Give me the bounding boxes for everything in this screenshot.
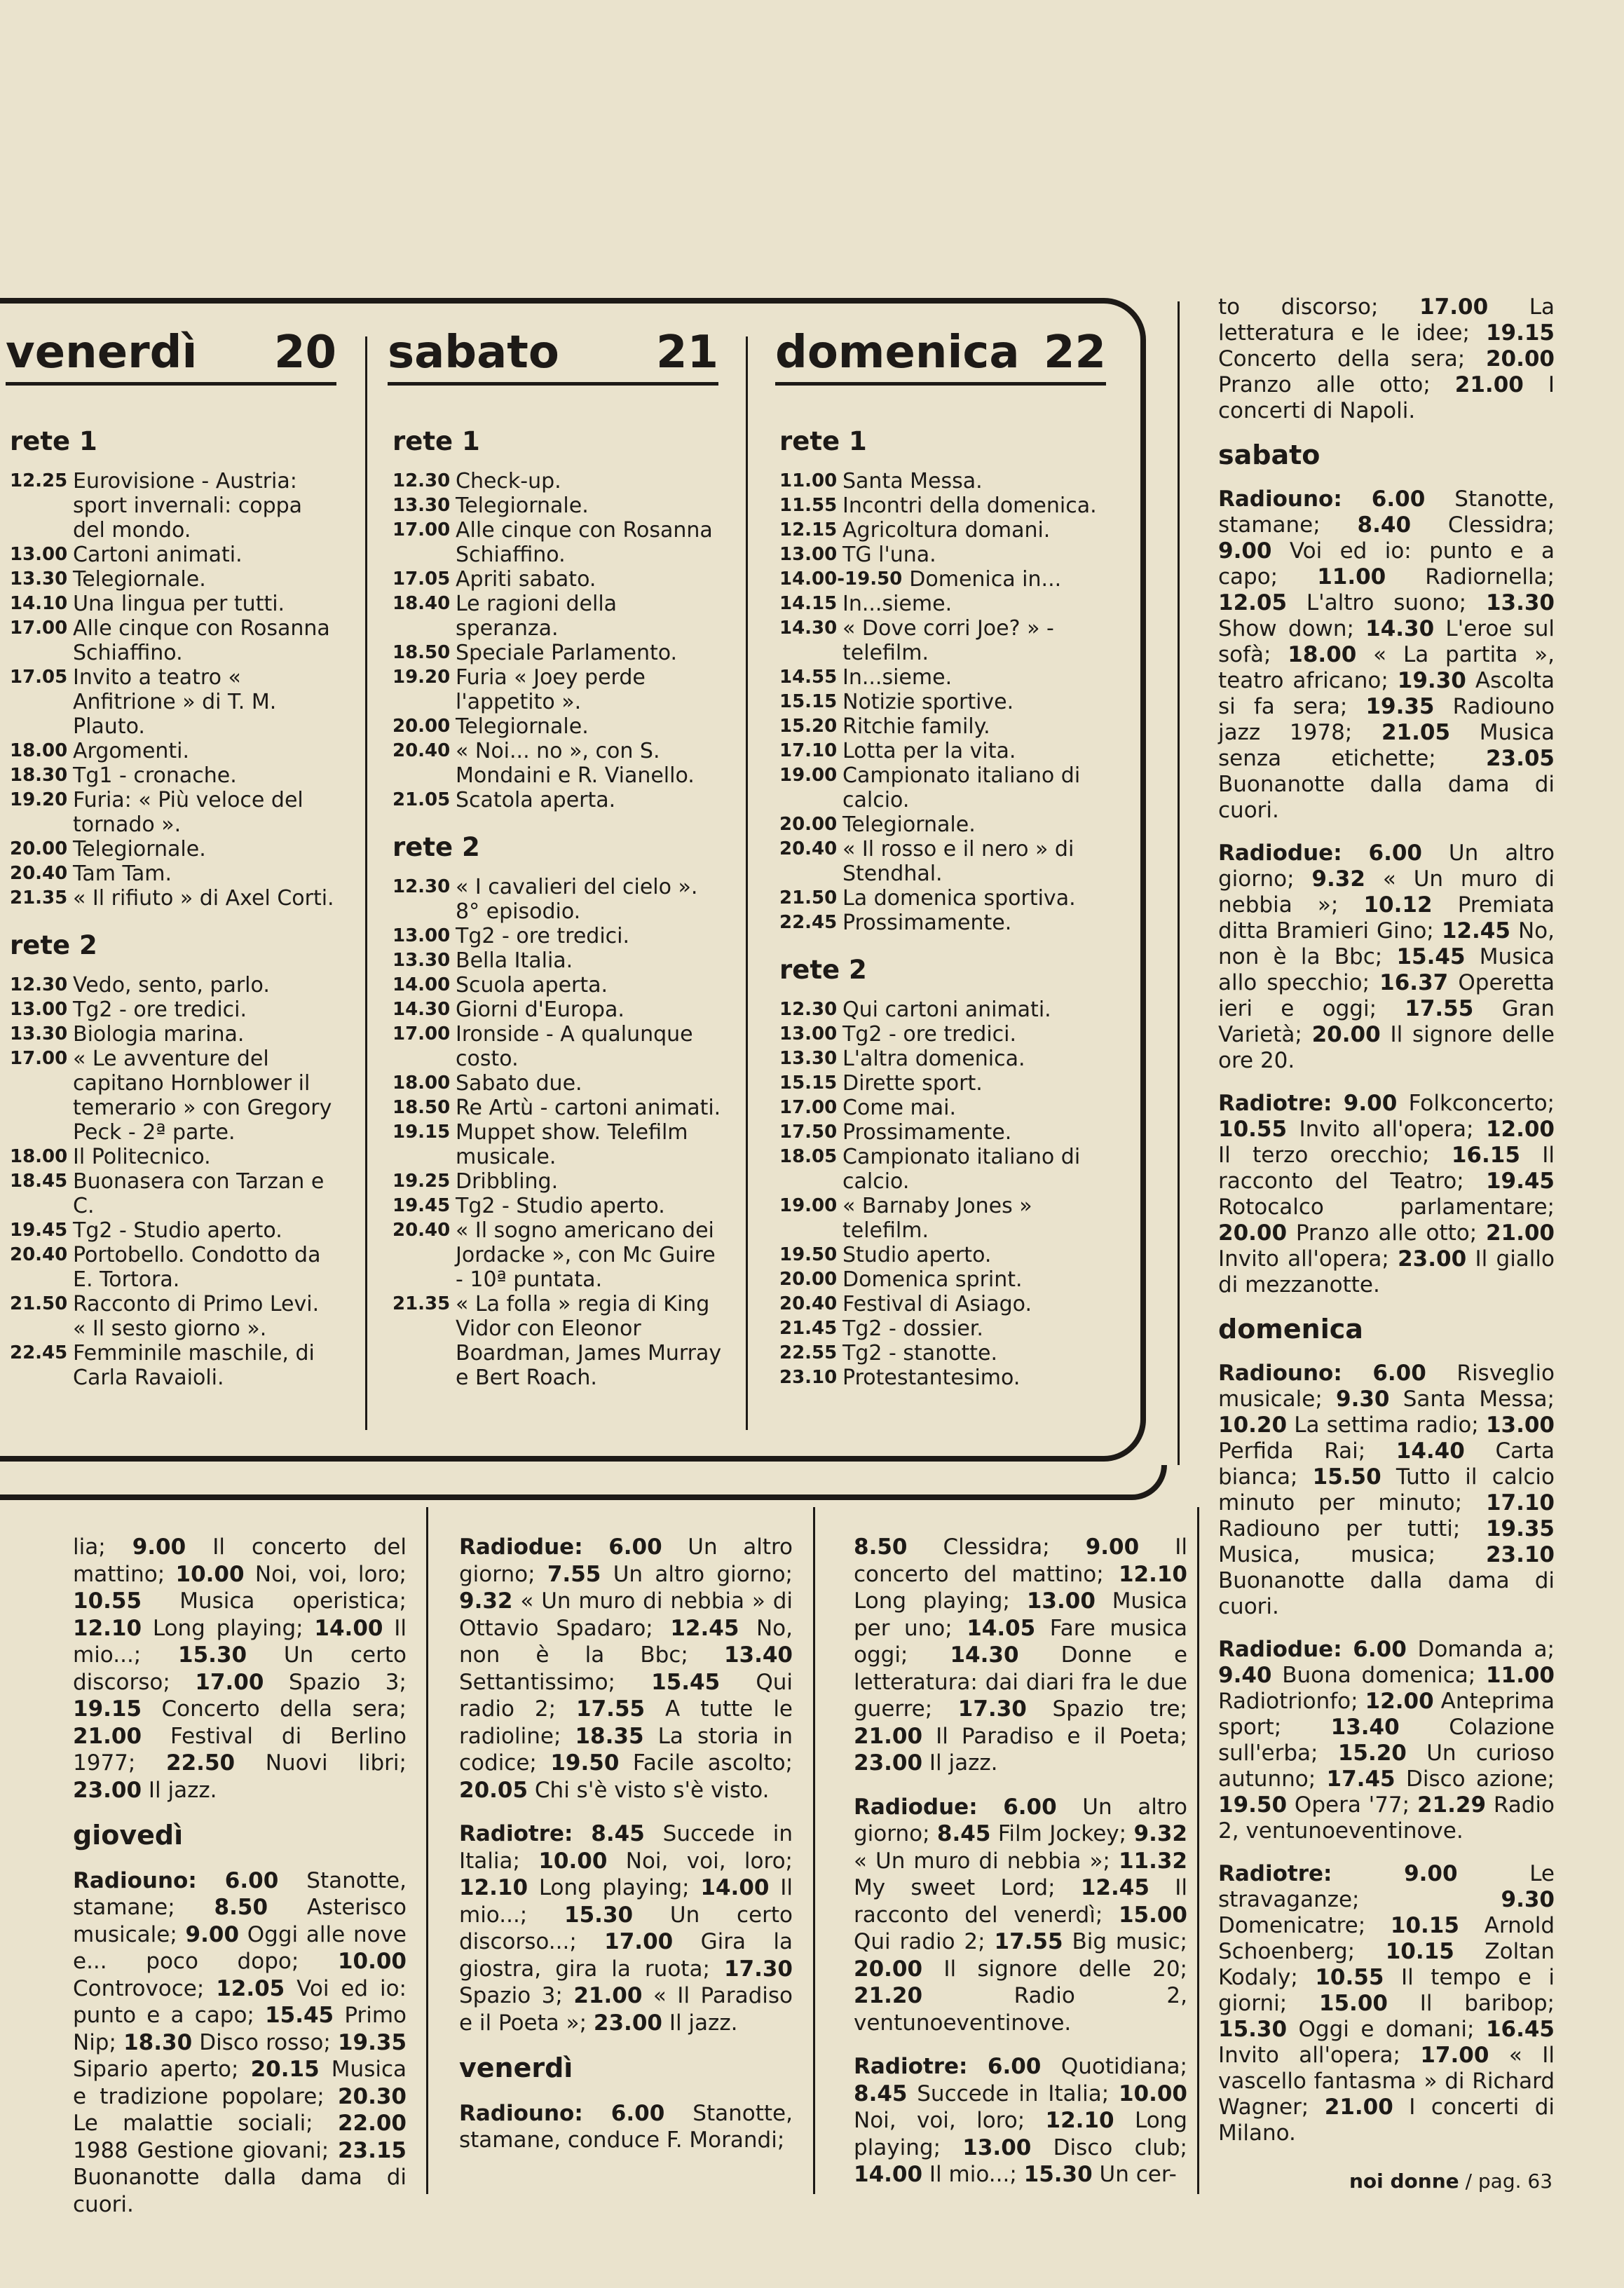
programme-time: 18.40	[393, 593, 451, 614]
programme-row	[779, 714, 1114, 739]
programme-time: 18.00	[393, 1072, 451, 1094]
programme-row	[10, 886, 338, 911]
programme-row	[779, 1243, 1114, 1267]
programme-row	[779, 1096, 1114, 1120]
programme-time: 13.00	[10, 544, 68, 565]
day-number: 20	[273, 327, 336, 379]
programme-title: Sabato due.	[456, 1071, 582, 1096]
programme-time: 19.15	[393, 1122, 451, 1143]
column-rule	[1197, 1507, 1199, 2194]
programme-title: Domenica sprint.	[842, 1267, 1023, 1292]
radio-day-heading: domenica	[1218, 1314, 1363, 1344]
radio-paragraph	[1218, 1361, 1555, 1620]
column-divider	[365, 336, 367, 1430]
day-number: 21	[655, 327, 718, 379]
programme-title: Vedo, sento, parlo.	[73, 973, 270, 997]
programme-title: Ironside - A qualunque costo.	[456, 1022, 693, 1071]
programme-time: 20.40	[10, 1244, 68, 1265]
programme-title: Il Politecnico.	[73, 1145, 211, 1169]
programme-row	[779, 739, 1114, 763]
radio-text: Radiouno: 6.00 Stanotte, stamane, conduce F. Morandi;	[459, 2100, 793, 2153]
programme-time: 19.20	[10, 789, 68, 810]
programme-title: Protestantesimo.	[842, 1366, 1021, 1390]
programme-row	[779, 911, 1114, 935]
radio-day-heading: sabato	[1218, 440, 1321, 470]
programme-row	[393, 924, 722, 948]
radio-column-3	[854, 1534, 1187, 2205]
radio-paragraph	[1218, 1637, 1555, 1844]
programme-title: Speciale Parlamento.	[456, 641, 678, 665]
programme-row	[393, 739, 722, 788]
radio-text: Radiouno: 6.00 Risveglio musicale; 9.30 Santa Messa; 10.20 La settima radio; 13.00 Perfida Rai; 14.40 Carta bianca; 15.50 Tutto il calcio minuto per minuto; 17.10 Radiouno per tutti; 19.35 Musica, musica; 23.10 Buonanotte dalla dama di cuori.	[1218, 1361, 1555, 1619]
programme-row	[779, 493, 1114, 518]
radio-paragraph	[854, 1794, 1187, 2037]
programme-time: 13.30	[779, 1048, 838, 1069]
programme-time: 21.05	[393, 789, 451, 810]
programme-row	[779, 1267, 1114, 1292]
programme-row	[10, 1218, 338, 1243]
programme-row	[393, 592, 722, 641]
programme-title: Le ragioni della speranza.	[456, 592, 617, 641]
radio-paragraph	[73, 1867, 407, 2219]
programme-row	[779, 1120, 1114, 1145]
programme-row	[393, 1096, 722, 1120]
programme-time: 20.00	[779, 1269, 838, 1290]
programme-row	[779, 616, 1114, 665]
radio-paragraph	[1218, 486, 1555, 824]
radio-column-4	[1218, 294, 1555, 2163]
programme-row	[779, 1316, 1114, 1341]
programme-title: Una lingua per tutti.	[73, 592, 285, 616]
programme-time: 13.30	[393, 495, 451, 516]
programme-row	[393, 641, 722, 665]
programme-title: Re Artù - cartoni animati.	[456, 1096, 721, 1120]
programme-time: 17.10	[779, 740, 838, 761]
programme-row	[393, 1292, 722, 1390]
programme-time: 21.35	[393, 1293, 451, 1314]
programme-title: Tg2 - stanotte.	[842, 1341, 998, 1366]
programme-row	[393, 1071, 722, 1096]
radio-text: Radiotre: 9.00 Folkconcerto; 10.55 Invito all'opera; 12.00 Il terzo orecchio; 16.15 Il racconto del Teatro; 19.45 Rotocalco parlamentare; 20.00 Pranzo alle otto; 21.00 Invito all'opera; 23.00 Il giallo di mezzanotte.	[1218, 1091, 1555, 1298]
programme-time: 19.50	[779, 1244, 838, 1265]
programme-row	[10, 1047, 338, 1145]
programme-row	[393, 1022, 722, 1071]
programme-time: 20.40	[10, 863, 68, 884]
day-name: domenica	[775, 327, 1020, 379]
programme-time: 12.30	[393, 470, 451, 491]
programme-time: 17.50	[779, 1122, 838, 1143]
channel-heading: rete 1	[10, 426, 97, 456]
programme-time: 14.15	[779, 593, 838, 614]
programme-title: TG l'una.	[842, 543, 936, 567]
programme-title: « Il sogno americano dei Jordacke », con Mc Guire - 10ª puntata.	[456, 1218, 716, 1292]
programme-row	[393, 714, 722, 739]
programme-title: Qui cartoni animati.	[842, 997, 1051, 1022]
radio-column-1	[73, 1534, 407, 2235]
programme-title: Incontri della domenica.	[842, 493, 1097, 518]
channel-heading: rete 2	[779, 955, 867, 985]
programme-title: Scatola aperta.	[456, 788, 616, 812]
channel-heading: rete 2	[393, 832, 480, 862]
programme-title: Prossimamente.	[842, 911, 1012, 935]
programme-title: Come mai.	[842, 1096, 956, 1120]
radio-text: Radiotre: 8.45 Succede in Italia; 10.00 Noi, voi, loro; 12.10 Long playing; 14.00 Il mio...; 15.30 Un certo discorso...; 17.00 Gira la giostra, gira la ruota; 17.30 Spazio 3; 21.00 « Il Paradiso e il Poeta »; 23.00 Il jazz.	[459, 1821, 793, 2036]
programme-row	[393, 518, 722, 567]
programme-time: 12.30	[393, 876, 451, 897]
programme-row	[393, 493, 722, 518]
programme-title: « Il rifiuto » di Axel Corti.	[73, 886, 334, 911]
programme-time: 22.55	[779, 1342, 838, 1363]
programme-title: Telegiornale.	[73, 837, 206, 862]
radio-text: Radiouno: 6.00 Stanotte, stamane; 8.50 Asterisco musicale; 9.00 Oggi alle nove e... poco dopo; 10.00 Controvoce; 12.05 Voi ed io: punto e a capo; 15.45 Primo Nip; 18.30 Disco rosso; 19.35 Sipario aperto; 20.15 Musica e tradizione popolare; 20.30 Le malattie sociali; 22.00 1988 Gestione giovani; 23.15 Buonanotte dalla dama di cuori.	[73, 1867, 407, 2217]
programme-time: 22.45	[10, 1342, 68, 1363]
radio-paragraph	[1218, 294, 1555, 424]
programme-time: 21.45	[779, 1318, 838, 1339]
programme-time: 12.25	[10, 470, 68, 491]
radio-paragraph	[459, 1820, 793, 2036]
radio-paragraph	[459, 2100, 793, 2154]
programme-time: 20.00	[779, 814, 838, 835]
programme-row	[393, 469, 722, 493]
radio-text: lia; 9.00 Il concerto del mattino; 10.00 Noi, voi, loro; 10.55 Musica operistica; 12.10 Long playing; 14.00 Il mio...; 15.30 Un certo discorso; 17.00 Spazio 3; 19.15 Concerto della sera; 21.00 Festival di Berlino 1977; 22.50 Nuovi libri; 23.00 Il jazz.	[73, 1534, 407, 1803]
programme-row	[779, 837, 1114, 886]
programme-time: 20.00	[10, 838, 68, 859]
programme-row	[779, 763, 1114, 812]
radio-day-heading: venerdì	[459, 2052, 573, 2083]
programme-row	[393, 1218, 722, 1292]
programme-time: 13.00	[10, 999, 68, 1020]
programme-row	[10, 1243, 338, 1292]
programme-title: Tg1 - cronache.	[73, 763, 237, 788]
programme-title: Notizie sportive.	[842, 690, 1014, 714]
day-number: 22	[1043, 327, 1106, 379]
programme-time: 18.45	[10, 1171, 68, 1192]
programme-time: 13.00	[393, 925, 451, 946]
programme-row	[10, 763, 338, 788]
programme-row	[779, 886, 1114, 911]
programme-title: « Le avventure del capitano Hornblower il temerario » con Gregory Peck - 2ª parte.	[73, 1047, 332, 1145]
programme-row	[779, 567, 1114, 592]
programme-row	[10, 616, 338, 665]
programme-time: 13.30	[10, 568, 68, 590]
radio-text: Radiodue: 6.00 Un altro giorno; 9.32 « Un muro di nebbia »; 10.12 Premiata ditta Bramieri Gino; 12.45 No, non è la Bbc; 15.45 Musica allo specchio; 16.37 Operetta ieri e oggi; 17.55 Gran Varietà; 20.00 Il signore delle ore 20.	[1218, 840, 1555, 1073]
programme-row	[393, 1120, 722, 1169]
programme-row	[779, 1145, 1114, 1194]
radio-paragraph	[1218, 1861, 1555, 2146]
programme-row	[779, 592, 1114, 616]
programme-title: Racconto di Primo Levi. « Il sesto giorno ».	[73, 1292, 320, 1341]
programme-time: 17.05	[10, 667, 68, 688]
programme-row	[10, 1292, 338, 1341]
programme-time: 14.30	[393, 999, 451, 1020]
programme-title: Furia « Joey perde l'appetito ».	[456, 665, 646, 714]
programme-row	[393, 973, 722, 997]
programme-time: 18.00	[10, 740, 68, 761]
programme-title: In...sieme.	[842, 592, 953, 616]
programme-time: 18.50	[393, 1097, 451, 1118]
programme-row	[779, 997, 1114, 1022]
programme-time: 20.00	[393, 716, 451, 737]
programme-time: 14.00-19.50	[779, 568, 903, 590]
radio-paragraph	[854, 1534, 1187, 1777]
channel-heading: rete 1	[393, 426, 480, 456]
programme-time: 14.55	[779, 667, 838, 688]
programme-title: Lotta per la vita.	[842, 739, 1016, 763]
programme-row	[10, 788, 338, 837]
programme-row	[10, 1341, 338, 1390]
programme-row	[779, 1292, 1114, 1316]
programme-row	[779, 543, 1114, 567]
tv-column-domenica	[779, 426, 1114, 1390]
programme-title: Tg2 - ore tredici.	[73, 997, 247, 1022]
programme-title: Campionato italiano di calcio.	[842, 1145, 1081, 1194]
programme-title: Domenica in...	[909, 567, 1062, 592]
programme-row	[10, 665, 338, 739]
programme-title: Dribbling.	[456, 1169, 559, 1194]
programme-time: 18.00	[10, 1146, 68, 1167]
programme-row	[393, 665, 722, 714]
programme-title: Scuola aperta.	[456, 973, 608, 997]
programme-row	[779, 1366, 1114, 1390]
programme-time: 20.40	[779, 1293, 838, 1314]
programme-time: 19.45	[10, 1220, 68, 1241]
radio-paragraph	[854, 2053, 1187, 2188]
radio-text: Radiouno: 6.00 Stanotte, stamane; 8.40 Clessidra; 9.00 Voi ed io: punto e a capo; 11.00 Radiornella; 12.05 L'altro suono; 13.30 Show down; 14.30 L'eroe sul sofà; 18.00 « La partita », teatro africano; 19.30 Ascolta si fa sera; 19.35 Radiouno jazz 1978; 21.05 Musica senza etichette; 23.05 Buonanotte dalla dama di cuori.	[1218, 486, 1555, 823]
programme-title: Muppet show. Telefilm musicale.	[456, 1120, 688, 1169]
programme-row	[393, 788, 722, 812]
programme-row	[779, 665, 1114, 690]
radio-column-2	[459, 1534, 793, 2171]
programme-time: 14.10	[10, 593, 68, 614]
radio-day-heading: giovedì	[73, 1820, 184, 1851]
programme-row	[779, 1194, 1114, 1243]
programme-row	[10, 837, 338, 862]
programme-time: 20.40	[393, 740, 451, 761]
programme-row	[10, 1169, 338, 1218]
programme-time: 17.00	[10, 618, 68, 639]
programme-time: 19.00	[779, 1195, 838, 1216]
programme-title: Tg2 - ore tredici.	[842, 1022, 1017, 1047]
programme-title: Agricoltura domani.	[842, 518, 1051, 543]
radio-text: Radiotre: 9.00 Le stravaganze; 9.30 Domenicatre; 10.15 Arnold Schoenberg; 10.15 Zoltan Kodaly; 10.55 Il tempo e i giorni; 15.00 Il baribop; 15.30 Oggi e domani; 16.45 Invito all'opera; 17.00 « Il vascello fantasma » di Richard Wagner; 21.00 I concerti di Milano.	[1218, 1861, 1555, 2146]
programme-time: 17.05	[393, 568, 451, 590]
day-header-venerdi	[6, 315, 336, 386]
programme-time: 17.00	[779, 1097, 838, 1118]
programme-row	[779, 1341, 1114, 1366]
programme-time: 18.05	[779, 1146, 838, 1167]
programme-title: Studio aperto.	[842, 1243, 992, 1267]
radio-text: Radiodue: 6.00 Domanda a; 9.40 Buona domenica; 11.00 Radiotrionfo; 12.00 Anteprima sport; 13.40 Colazione sull'erba; 15.20 Un curioso autunno; 17.45 Disco azione; 19.50 Opera '77; 21.29 Radio 2, ventunoeventinove.	[1218, 1637, 1555, 1844]
programme-title: Argomenti.	[73, 739, 190, 763]
programme-row	[10, 997, 338, 1022]
programme-title: Telegiornale.	[456, 493, 589, 518]
column-rule	[426, 1507, 428, 2194]
programme-time: 19.00	[779, 765, 838, 786]
programme-time: 19.25	[393, 1171, 451, 1192]
programme-time: 15.15	[779, 691, 838, 712]
radio-text: Radiodue: 6.00 Un altro giorno; 8.45 Film Jockey; 9.32 « Un muro di nebbia »; 11.32 My sweet Lord; 12.45 Il racconto del venerdì; 15.00 Qui radio 2; 17.55 Big music; 20.00 Il signore delle 20; 21.20 Radio 2, ventunoeventinove.	[854, 1794, 1187, 2036]
programme-row	[10, 1022, 338, 1047]
programme-row	[779, 812, 1114, 837]
programme-time: 13.00	[779, 1023, 838, 1044]
radio-text: 8.50 Clessidra; 9.00 Il concerto del mattino; 12.10 Long playing; 13.00 Musica per uno; 14.05 Fare musica oggi; 14.30 Donne e letteratura: dai diari fra le due guerre; 17.30 Spazio tre; 21.00 Il Paradiso e il Poeta; 23.00 Il jazz.	[854, 1534, 1188, 1776]
radio-paragraph	[1218, 840, 1555, 1074]
programme-time: 18.30	[10, 765, 68, 786]
programme-row	[10, 739, 338, 763]
programme-row	[10, 1145, 338, 1169]
programme-title: Portobello. Condotto da E. Tortora.	[73, 1243, 321, 1292]
programme-row	[779, 1022, 1114, 1047]
programme-time: 15.15	[779, 1072, 838, 1094]
day-header-domenica	[775, 315, 1106, 386]
tv-column-sabato	[393, 426, 722, 1390]
radio-paragraph	[1218, 1091, 1555, 1298]
page-footer	[1349, 2170, 1553, 2193]
programme-title: Dirette sport.	[842, 1071, 983, 1096]
page-number: / pag. 63	[1465, 2170, 1553, 2193]
programme-time: 14.00	[393, 974, 451, 995]
programme-time: 11.00	[779, 470, 838, 491]
programme-title: « Il rosso e il nero » di Stendhal.	[842, 837, 1074, 886]
programme-title: Tg2 - Studio aperto.	[73, 1218, 282, 1243]
programme-title: Telegiornale.	[73, 567, 206, 592]
channel-heading: rete 1	[779, 426, 867, 456]
programme-title: Tam Tam.	[73, 862, 172, 886]
programme-time: 21.50	[779, 887, 838, 908]
column-rule	[813, 1507, 815, 2194]
day-name: venerdì	[6, 327, 198, 379]
day-header-sabato	[388, 315, 718, 386]
programme-row	[10, 567, 338, 592]
programme-title: Biologia marina.	[73, 1022, 245, 1047]
programme-time: 15.20	[779, 716, 838, 737]
programme-time: 17.00	[393, 519, 451, 540]
radio-text: Radiodue: 6.00 Un altro giorno; 7.55 Un altro giorno; 9.32 « Un muro di nebbia » di Ottavio Spadaro; 12.45 No, non è la Bbc; 13.40 Settantissimo; 15.45 Qui radio 2; 17.55 A tutte le radioline; 18.35 La storia in codice; 19.50 Facile ascolto; 20.05 Chi s'è visto s'è visto.	[459, 1534, 793, 1803]
programme-time: 11.55	[779, 495, 838, 516]
programme-title: « Noi... no », con S. Mondaini e R. Vianello.	[456, 739, 695, 788]
column-divider	[746, 336, 748, 1430]
programme-time: 20.40	[393, 1220, 451, 1241]
programme-title: Apriti sabato.	[456, 567, 596, 592]
programme-title: Tg2 - Studio aperto.	[456, 1194, 665, 1218]
programme-title: Campionato italiano di calcio.	[842, 763, 1081, 812]
programme-title: Ritchie family.	[842, 714, 990, 739]
tv-box-outer-frame	[0, 1465, 1167, 1500]
programme-time: 13.30	[10, 1023, 68, 1044]
programme-title: « La folla » regia di King Vidor con Eleonor Boardman, James Murray e Bert Roach.	[456, 1292, 722, 1390]
programme-title: Giorni d'Europa.	[456, 997, 625, 1022]
programme-title: Tg2 - dossier.	[842, 1316, 983, 1341]
tv-column-venerdi	[10, 426, 338, 1390]
programme-title: L'altra domenica.	[842, 1047, 1025, 1071]
programme-title: « Dove corri Joe? » - telefilm.	[842, 616, 1054, 665]
programme-row	[393, 948, 722, 973]
programme-title: Alle cinque con Rosanna Schiaffino.	[73, 616, 330, 665]
programme-row	[10, 543, 338, 567]
radio-paragraph	[459, 1534, 793, 1804]
programme-title: « Barnaby Jones » telefilm.	[842, 1194, 1032, 1243]
programme-time: 17.00	[10, 1048, 68, 1069]
programme-time: 21.35	[10, 887, 68, 908]
programme-row	[393, 1169, 722, 1194]
programme-title: Femminile maschile, di Carla Ravaioli.	[73, 1341, 315, 1390]
programme-row	[779, 469, 1114, 493]
programme-time: 20.40	[779, 838, 838, 859]
programme-title: Cartoni animati.	[73, 543, 243, 567]
programme-row	[779, 1071, 1114, 1096]
programme-title: Furia: « Più veloce del tornado ».	[73, 788, 303, 837]
programme-time: 12.30	[779, 999, 838, 1020]
programme-title: Tg2 - ore tredici.	[456, 924, 630, 948]
programme-title: « I cavalieri del cielo ». 8° episodio.	[456, 875, 698, 924]
programme-row	[393, 997, 722, 1022]
programme-title: Prossimamente.	[842, 1120, 1012, 1145]
column-rule	[1178, 301, 1180, 1465]
magazine-name: noi donne	[1349, 2170, 1459, 2193]
radio-text: Radiotre: 6.00 Quotidiana; 8.45 Succede in Italia; 10.00 Noi, voi, loro; 12.10 Long playing; 13.00 Disco club; 14.00 Il mio...; 15.30 Un cer-	[854, 2054, 1187, 2187]
programme-row	[393, 567, 722, 592]
programme-time: 13.30	[393, 950, 451, 971]
radio-text: to discorso; 17.00 La letteratura e le idee; 19.15 Concerto della sera; 20.00 Pranzo alle otto; 21.00 I concerti di Napoli.	[1218, 294, 1555, 423]
programme-title: Alle cinque con Rosanna Schiaffino.	[456, 518, 713, 567]
programme-row	[10, 862, 338, 886]
programme-title: Santa Messa.	[842, 469, 983, 493]
programme-time: 13.00	[779, 544, 838, 565]
programme-title: Eurovisione - Austria: sport invernali: coppa del mondo.	[73, 469, 303, 543]
programme-title: Buonasera con Tarzan e C.	[73, 1169, 325, 1218]
programme-time: 12.15	[779, 519, 838, 540]
programme-time: 21.50	[10, 1293, 68, 1314]
programme-time: 23.10	[779, 1367, 838, 1388]
programme-row	[779, 1047, 1114, 1071]
programme-time: 12.30	[10, 974, 68, 995]
programme-time: 18.50	[393, 642, 451, 663]
programme-title: Festival di Asiago.	[842, 1292, 1032, 1316]
programme-row	[10, 469, 338, 543]
programme-row	[393, 875, 722, 924]
programme-row	[779, 690, 1114, 714]
radio-paragraph	[73, 1534, 407, 1804]
programme-time: 14.30	[779, 618, 838, 639]
day-name: sabato	[388, 327, 559, 379]
programme-title: Invito a teatro « Anfitrione » di T. M. Plauto.	[73, 665, 277, 739]
channel-heading: rete 2	[10, 930, 97, 960]
programme-title: La domenica sportiva.	[842, 886, 1076, 911]
programme-title: Check-up.	[456, 469, 561, 493]
programme-time: 22.45	[779, 912, 838, 933]
programme-title: Bella Italia.	[456, 948, 573, 973]
programme-time: 19.45	[393, 1195, 451, 1216]
programme-title: Telegiornale.	[842, 812, 976, 837]
programme-time: 17.00	[393, 1023, 451, 1044]
programme-title: In...sieme.	[842, 665, 953, 690]
programme-time: 19.20	[393, 667, 451, 688]
programme-row	[779, 518, 1114, 543]
programme-title: Telegiornale.	[456, 714, 589, 739]
programme-row	[393, 1194, 722, 1218]
programme-row	[10, 592, 338, 616]
programme-row	[10, 973, 338, 997]
